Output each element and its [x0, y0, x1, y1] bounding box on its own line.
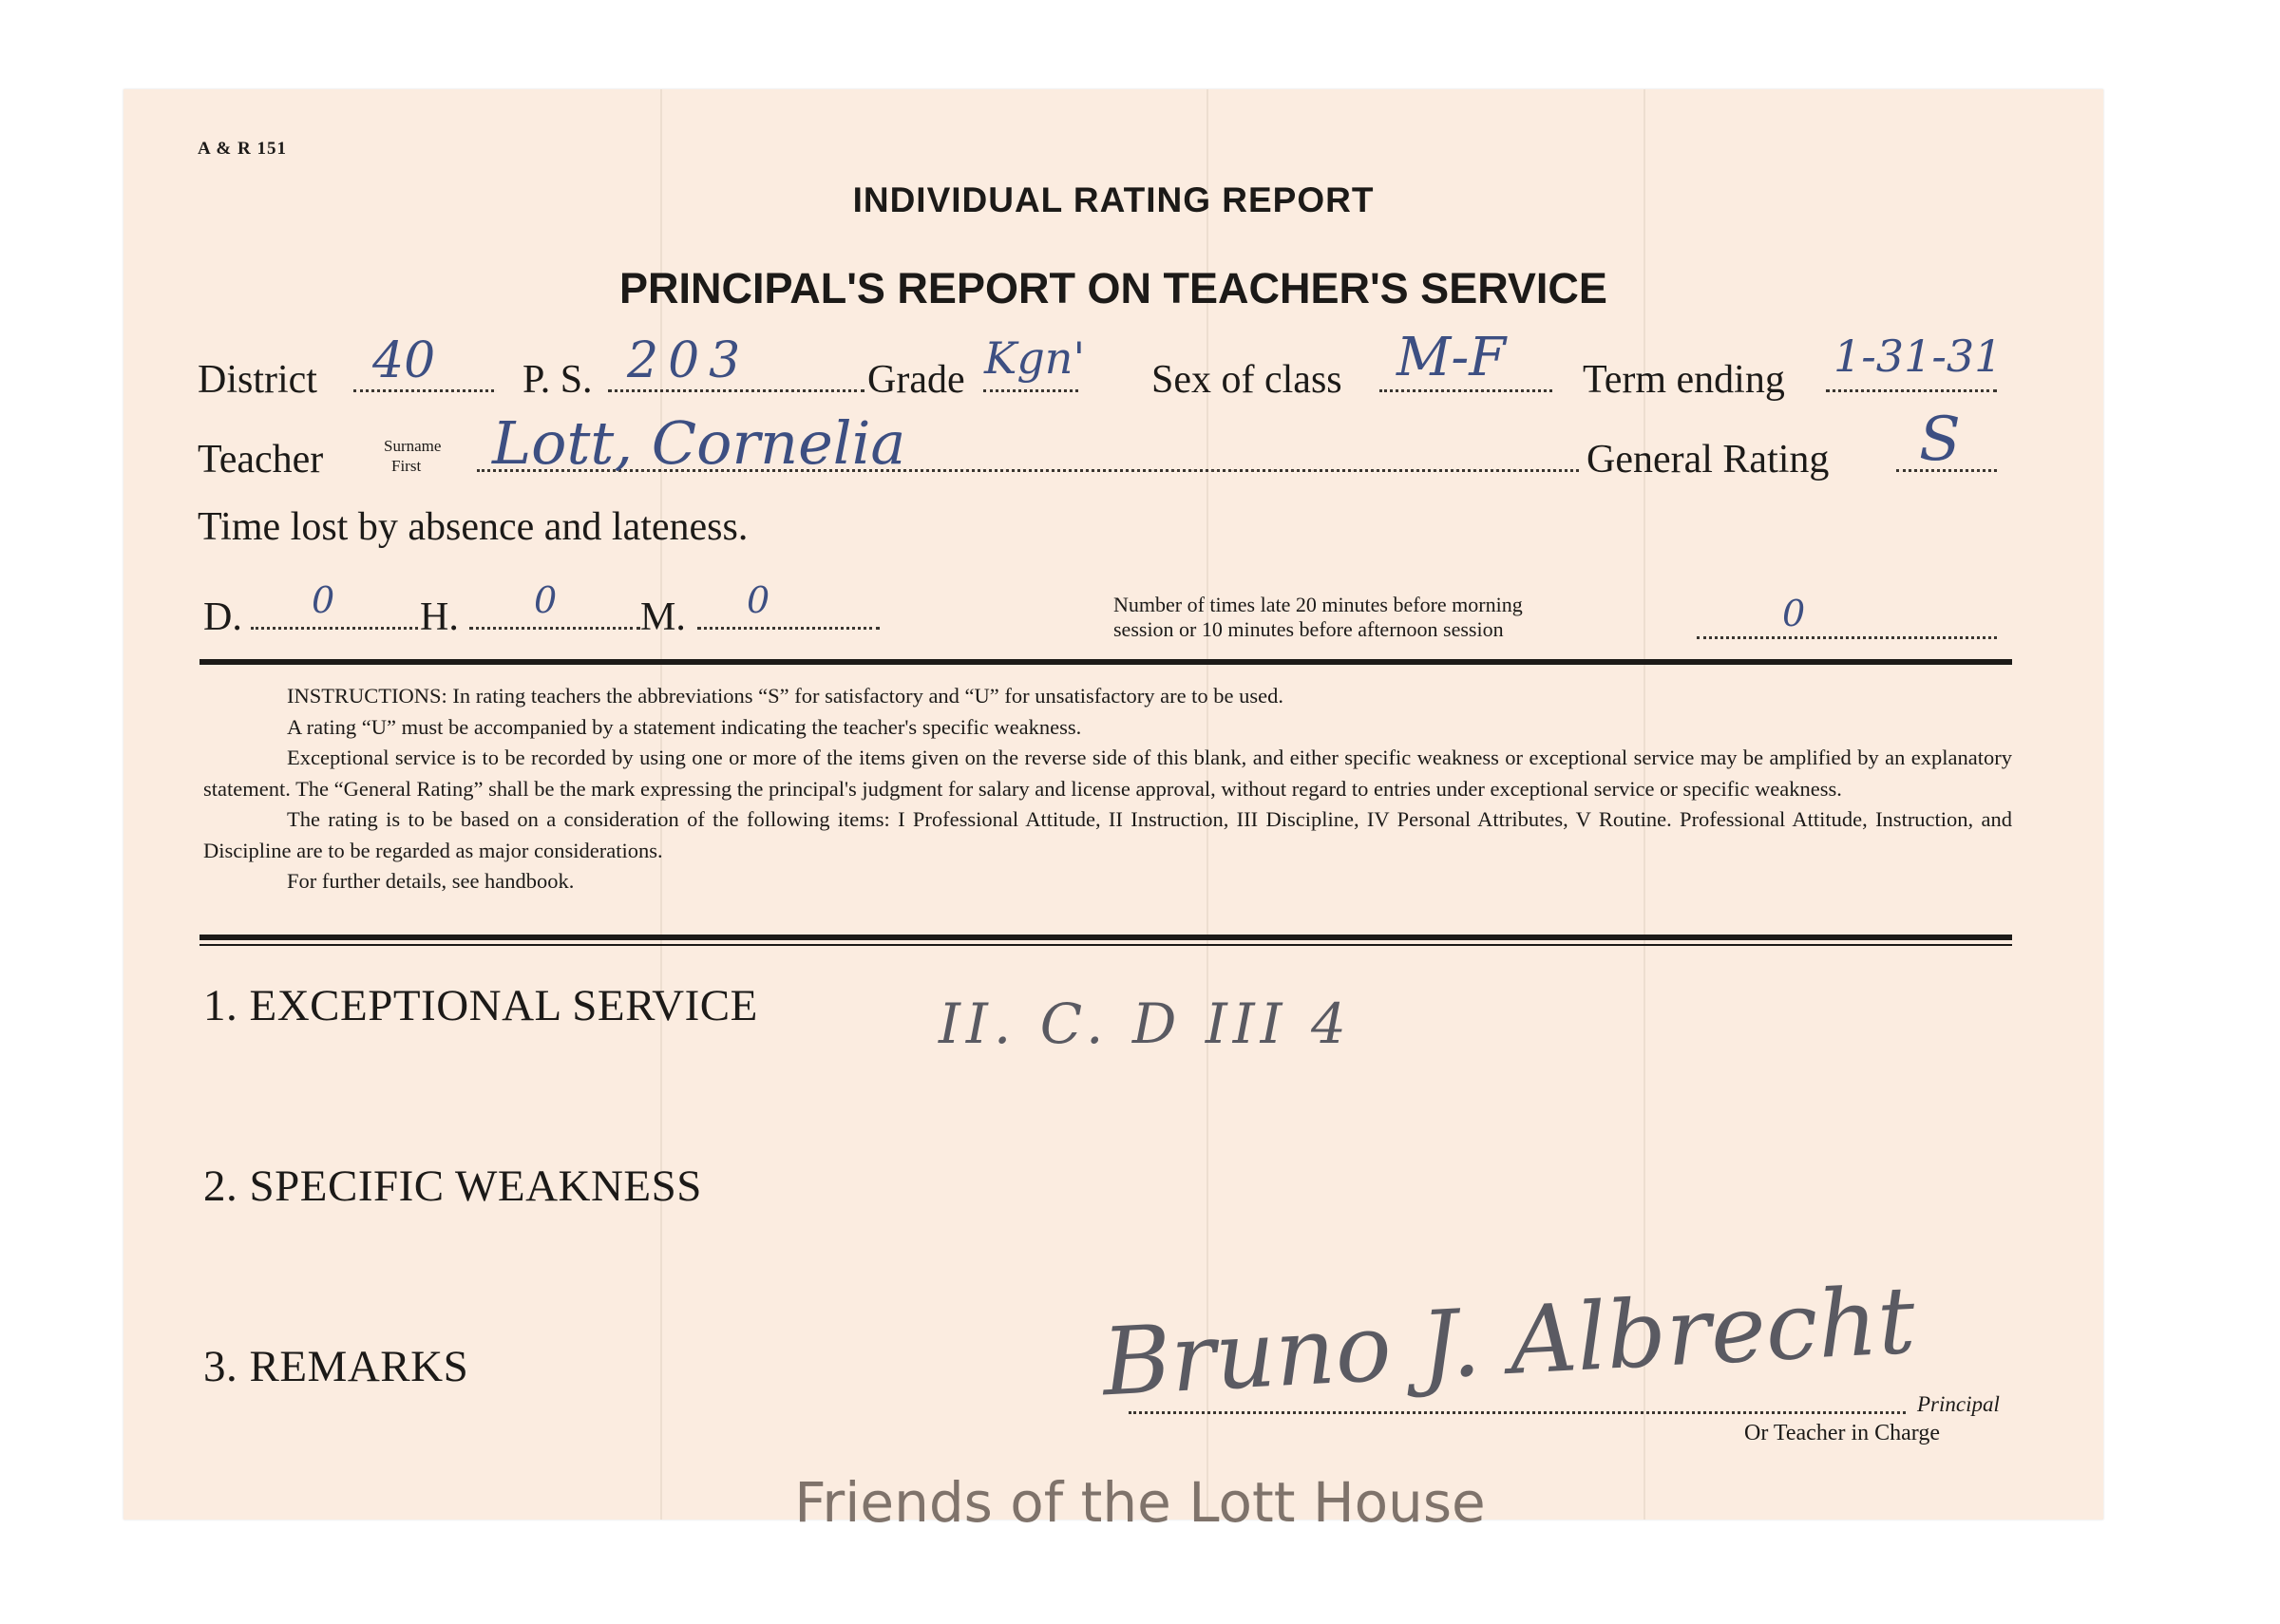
days-label: D. — [203, 595, 242, 639]
surname-label: Surname — [384, 437, 442, 455]
teacher-value: Lott, Cornelia — [492, 408, 906, 478]
sex-line — [1379, 389, 1552, 392]
teacher-in-charge-label: Or Teacher in Charge — [1744, 1421, 1941, 1445]
ps-value: 203 — [627, 332, 750, 389]
term-value: 1-31-31 — [1834, 330, 2003, 382]
signature-line — [1129, 1411, 1906, 1414]
minutes-line — [697, 627, 880, 630]
exceptional-service-label: 1. EXCEPTIONAL SERVICE — [203, 981, 758, 1030]
specific-weakness-label: 2. SPECIFIC WEAKNESS — [203, 1161, 702, 1211]
form-code: A & R 151 — [198, 139, 287, 159]
exceptional-service-value: II. C. D III 4 — [939, 991, 1352, 1056]
instructions-paragraph: Exceptional service is to be recorded by using one or more of the items given on the reverse side of this blank, and either specific weakness or exceptional service may be amplified by an explanatory statement. The “General Rating” shall be the mark expressing the principal's judgment for salary and license approval, without regard to entries under exceptional service or specific weakness. — [203, 746, 2012, 801]
hours-line — [469, 627, 640, 630]
instructions-paragraph: The rating is to be based on a consideration of the following items: I Professional Attitude, II Instruction, III Discipline, IV Personal Attributes, V Routine. Professional Attitude, Instruction, and Discipline are to be regarded as major considerations. — [203, 807, 2012, 862]
hours-value: 0 — [534, 579, 558, 621]
term-line — [1826, 389, 1997, 392]
sex-label: Sex of class — [1151, 358, 1342, 402]
principal-signature: Bruno J. Albrecht — [1099, 1266, 1918, 1418]
days-value: 0 — [312, 579, 335, 621]
instructions-paragraph: A rating “U” must be accompanied by a statement indicating the teacher's specific weakness. — [287, 714, 1082, 739]
district-line — [353, 389, 494, 392]
teacher-label: Teacher — [198, 438, 324, 482]
late-line — [1697, 636, 1997, 639]
rating-report-form — [124, 89, 2103, 1520]
ps-label: P. S. — [522, 358, 593, 402]
instructions-bottom-rule-thin — [200, 944, 2012, 946]
ps-line — [608, 389, 864, 392]
instructions-paragraph: INSTRUCTIONS: In rating teachers the abbreviations “S” for satisfactory and “U” for unsatisfactory are to be used. — [287, 684, 1284, 708]
general-rating-value: S — [1919, 405, 1961, 475]
sex-value: M-F — [1396, 327, 1507, 388]
late-value: 0 — [1782, 593, 1806, 634]
watermark-text: Friends of the Lott House — [794, 1470, 1486, 1535]
remarks-label: 3. REMARKS — [203, 1342, 469, 1391]
time-lost-label: Time lost by absence and lateness. — [198, 505, 749, 549]
district-label: District — [198, 358, 317, 402]
minutes-value: 0 — [747, 579, 770, 621]
general-rating-label: General Rating — [1586, 438, 1830, 482]
days-line — [251, 627, 418, 630]
first-label: First — [391, 457, 422, 475]
grade-value: Kgn' — [984, 332, 1086, 384]
principal-label: Principal — [1917, 1392, 2000, 1416]
instructions-top-rule — [200, 659, 2012, 665]
grade-line — [983, 389, 1078, 392]
form-subtitle: PRINCIPAL'S REPORT ON TEACHER'S SERVICE — [619, 264, 1607, 312]
instructions-block — [203, 681, 2012, 897]
late-note-line2: session or 10 minutes before afternoon session — [1113, 617, 1504, 641]
minutes-label: M. — [640, 595, 686, 639]
hours-label: H. — [420, 595, 459, 639]
instructions-bottom-rule — [200, 935, 2012, 940]
grade-label: Grade — [867, 358, 965, 402]
instructions-paragraph: For further details, see handbook. — [287, 869, 575, 893]
term-label: Term ending — [1583, 358, 1785, 402]
late-note-line1: Number of times late 20 minutes before morning — [1113, 593, 1523, 616]
form-title: INDIVIDUAL RATING REPORT — [852, 180, 1375, 219]
district-value: 40 — [372, 332, 436, 389]
